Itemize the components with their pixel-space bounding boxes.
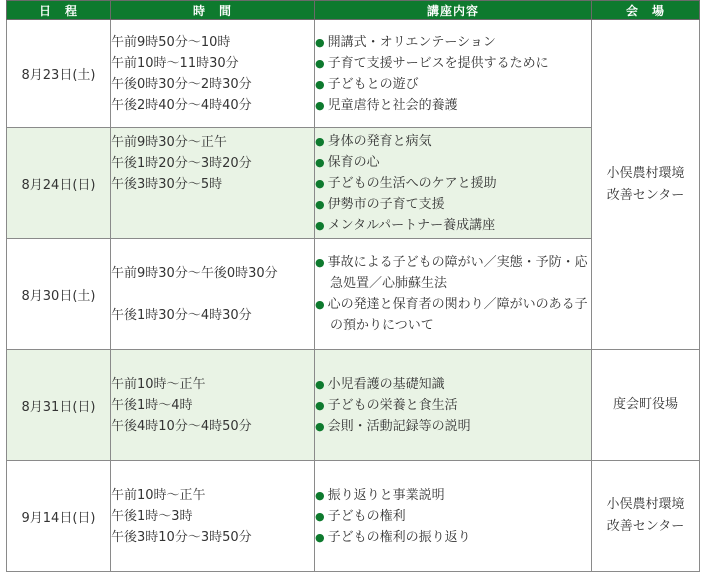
table-row <box>7 20 700 128</box>
bullet-icon: ● <box>315 530 325 544</box>
bullet-icon: ● <box>315 398 325 412</box>
time-slot: 午後1時～4時 <box>111 397 193 413</box>
content-item: ● 子どもの栄養と食生活 <box>315 397 458 413</box>
bullet-icon: ● <box>315 176 325 190</box>
session-date: 8月31日(日) <box>7 350 111 461</box>
session-date: 9月14日(日) <box>7 461 111 572</box>
session-times <box>111 20 315 128</box>
time-slot: 午後1時30分～4時30分 <box>111 307 252 323</box>
time-slot: 午前10時～正午 <box>111 376 206 392</box>
bullet-icon: ● <box>315 509 325 523</box>
content-item: ● 振り返りと事業説明 <box>315 487 445 503</box>
session-content <box>315 128 592 239</box>
bullet-icon: ● <box>315 35 325 49</box>
content-item: ● 事故による子どもの障がい／実態・予防・応急処置／心肺蘇生法 <box>315 255 588 291</box>
time-slot: 午後3時30分～5時 <box>111 177 223 192</box>
session-times <box>111 350 315 461</box>
content-item: ● 保育の心 <box>315 154 380 170</box>
session-times <box>111 239 315 350</box>
content-item: ● 開講式・オリエンテーション <box>315 34 496 50</box>
session-times <box>111 128 315 239</box>
time-slot: 午後2時40分～4時40分 <box>111 97 252 113</box>
bullet-icon: ● <box>315 197 325 211</box>
bullet-icon: ● <box>315 218 325 232</box>
time-slot: 午後4時10分～4時50分 <box>111 418 252 434</box>
bullet-icon: ● <box>315 377 325 391</box>
time-slot: 午後0時30分～2時30分 <box>111 76 252 92</box>
session-times <box>111 461 315 572</box>
session-date: 8月30日(土) <box>7 239 111 350</box>
header-content: 講座内容 <box>315 1 592 20</box>
content-item: ● 小児看護の基礎知識 <box>315 376 445 392</box>
session-content <box>315 350 592 461</box>
bullet-icon: ● <box>315 298 325 311</box>
session-content <box>315 461 592 572</box>
bullet-icon: ● <box>315 419 325 433</box>
bullet-icon: ● <box>315 77 325 91</box>
content-item: ● 身体の発育と病気 <box>315 133 432 149</box>
content-item: ● 児童虐待と社会的養護 <box>315 97 458 113</box>
table-row <box>7 461 700 572</box>
time-slot: 午前9時30分～正午 <box>111 135 227 150</box>
content-item: ● 子どもの生活へのケアと援助 <box>315 175 497 191</box>
session-date: 8月24日(日) <box>7 128 111 239</box>
content-item: ● 子どもとの遊び <box>315 76 419 92</box>
time-slot: 午前10時～11時30分 <box>111 55 239 71</box>
content-item: ● 子どもの権利 <box>315 508 406 524</box>
header-time: 時 間 <box>111 1 315 20</box>
bullet-icon: ● <box>315 488 325 502</box>
time-slot: 午前9時30分～午後0時30分 <box>111 265 278 281</box>
header-row <box>7 1 700 20</box>
content-item: ● メンタルパートナー養成講座 <box>315 217 496 233</box>
time-slot: 午後1時～3時 <box>111 508 193 524</box>
venue-cell: 小俣農村環境 改善センター <box>592 461 700 572</box>
bullet-icon: ● <box>315 134 325 148</box>
header-venue: 会 場 <box>592 1 700 20</box>
bullet-icon: ● <box>315 256 325 269</box>
table-row <box>7 350 700 461</box>
session-content <box>315 20 592 128</box>
venue-cell: 小俣農村環境 改善センター <box>592 20 700 350</box>
time-slot: 午前10時～正午 <box>111 487 206 503</box>
content-item: ● 会則・活動記録等の説明 <box>315 418 471 434</box>
schedule-table <box>6 0 700 572</box>
bullet-icon: ● <box>315 98 325 112</box>
bullet-icon: ● <box>315 155 325 169</box>
session-content <box>315 239 592 350</box>
content-item: ● 伊勢市の子育て支援 <box>315 196 445 212</box>
time-slot: 午前9時50分～10時 <box>111 34 231 50</box>
content-item: ● 子どもの権利の振り返り <box>315 529 471 545</box>
bullet-icon: ● <box>315 56 325 70</box>
time-slot: 午後1時20分～3時20分 <box>111 156 252 171</box>
time-slot: 午後3時10分～3時50分 <box>111 529 252 545</box>
content-item: ● 心の発達と保育者の関わり／障がいのある子の預かりについて <box>315 297 588 333</box>
content-item: ● 子育て支援サービスを提供するために <box>315 55 549 71</box>
header-date: 日 程 <box>7 1 111 20</box>
venue-cell: 度会町役場 <box>592 350 700 461</box>
session-date: 8月23日(土) <box>7 20 111 128</box>
